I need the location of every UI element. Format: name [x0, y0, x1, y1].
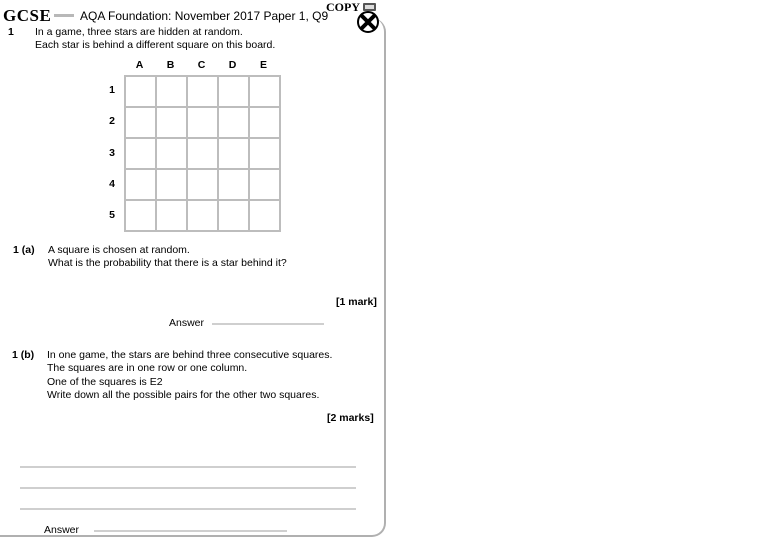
part-a-label: 1 (a) [13, 244, 35, 256]
board-square [156, 107, 187, 138]
part-a-answer-label: Answer [169, 317, 205, 329]
row-label-3: 3 [109, 147, 115, 159]
board-square [249, 169, 280, 200]
part-a-line-2: What is the probability that there is a star behind it? [48, 257, 287, 269]
game-board [124, 75, 281, 232]
part-b-line-1: In one game, the stars are behind three consecutive squares. [47, 349, 333, 361]
board-square [249, 107, 280, 138]
board-row [125, 107, 280, 138]
part-b-marks: [2 marks] [327, 412, 374, 424]
board-square [125, 169, 156, 200]
board-row [125, 169, 280, 200]
part-a-line-1: A square is chosen at random. [48, 244, 190, 256]
part-a-marks: [1 mark] [336, 296, 377, 308]
part-b-line-2: The squares are in one row or one column. [47, 362, 248, 374]
part-b-answer-label: Answer [44, 524, 80, 536]
board-square [156, 138, 187, 169]
row-label-4: 4 [109, 178, 115, 190]
board-square [218, 107, 249, 138]
row-label-2: 2 [109, 115, 115, 127]
part-a-answer-line[interactable] [212, 323, 324, 325]
column-label-e: E [259, 59, 267, 71]
board-square [125, 107, 156, 138]
column-label-d: D [228, 59, 237, 71]
part-b-answer-line[interactable] [94, 530, 287, 532]
board-square [218, 169, 249, 200]
header-divider [54, 14, 74, 17]
board-row [125, 138, 280, 169]
column-label-c: C [197, 59, 206, 71]
board-square [125, 76, 156, 107]
board-square [187, 169, 218, 200]
intro-line-1: In a game, three stars are hidden at random. [35, 26, 243, 38]
column-label-b: B [166, 59, 175, 71]
part-b-label: 1 (b) [12, 349, 35, 361]
working-line[interactable] [20, 487, 356, 489]
row-label-5: 5 [109, 209, 115, 221]
board-square [125, 138, 156, 169]
board-square [187, 138, 218, 169]
board-square [125, 200, 156, 231]
column-label-a: A [135, 59, 144, 71]
part-b-line-4: Write down all the possible pairs for the other two squares. [47, 389, 320, 401]
board-square [187, 107, 218, 138]
working-line[interactable] [20, 466, 356, 468]
board-square [218, 200, 249, 231]
close-x-icon[interactable] [354, 2, 384, 34]
intro-line-2: Each star is behind a different square on this board. [35, 39, 276, 51]
board-square [156, 200, 187, 231]
board-square [249, 200, 280, 231]
copy-label[interactable]: COPY [326, 0, 360, 14]
board-square [156, 169, 187, 200]
board-row [125, 200, 280, 231]
working-line[interactable] [20, 508, 356, 510]
board-square [187, 76, 218, 107]
page-title: AQA Foundation: November 2017 Paper 1, Q9 [80, 9, 329, 23]
row-label-1: 1 [109, 84, 115, 96]
board-square [218, 138, 249, 169]
board-square [249, 138, 280, 169]
board-square [249, 76, 280, 107]
board-square [187, 200, 218, 231]
question-number: 1 [8, 26, 14, 38]
board-row [125, 76, 280, 107]
board-square [156, 76, 187, 107]
board-square [218, 76, 249, 107]
gcse-logo: GCSE [3, 6, 52, 25]
part-b-line-3: One of the squares is E2 [47, 376, 163, 388]
